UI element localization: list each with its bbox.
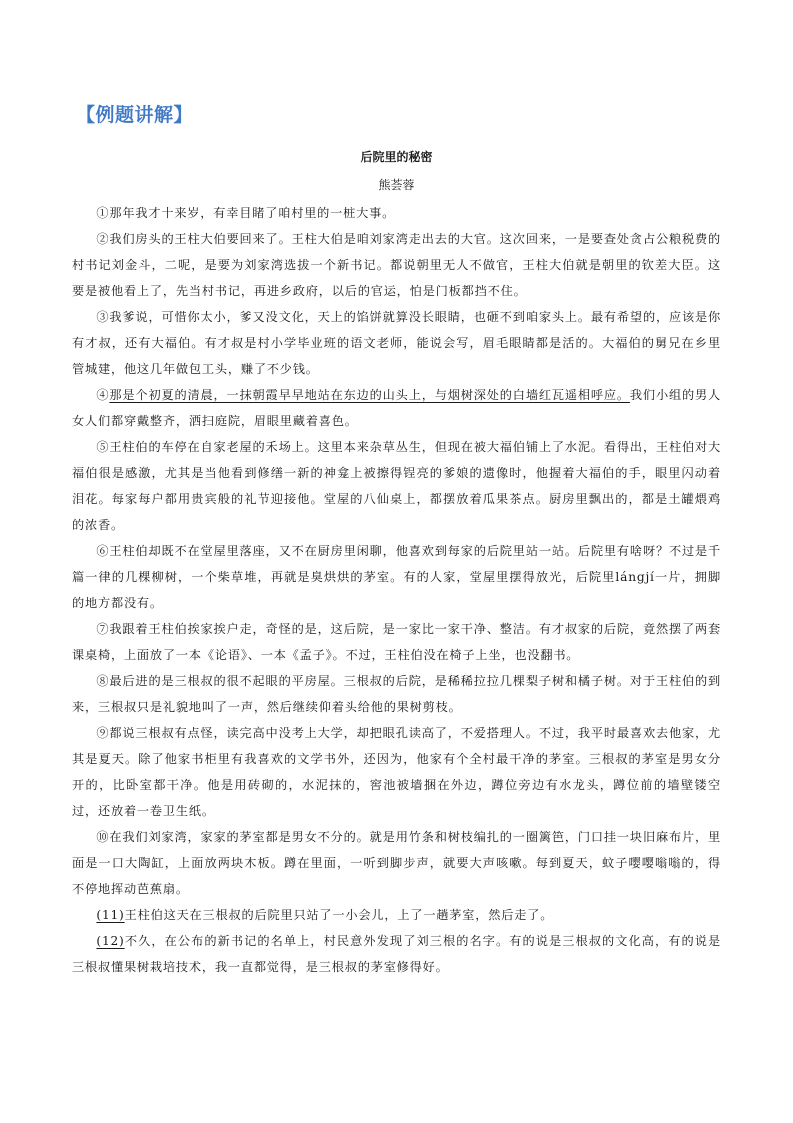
paragraph-10: ⑩在我们刘家湾，家家的茅室都是男女不分的。就是用竹条和树枝编扎的一圈篱笆，门口挂一块旧麻布片，里面是一口大陶缸，上面放两块木板。蹲在里面，一听到脚步声，就要大声咳嗽。每到夏天，蚊子嘤嘤嗡嗡的，得不停地挥动芭蕉扇。: [72, 830, 721, 896]
paragraph-4: [72, 382, 721, 434]
paragraph-8: ⑧最后进的是三根叔的很不起眼的平房屋。三根叔的后院，是稀稀拉拉几棵梨子树和橘子树。对于王柱伯的到来，三根叔只是礼貌地叫了一声，然后继续仰着头给他的果树剪枝。: [72, 674, 721, 714]
paragraph-4-rest: 我们小组的男人女人们都穿戴整齐，洒扫庭院，眉眼里藏着喜色。: [72, 388, 721, 428]
paragraph-12: [72, 928, 721, 980]
paragraph-5: ⑤王柱伯的车停在自家老屋的禾场上。这里本来杂草丛生，但现在被大福伯铺上了水泥。看得出，王柱伯对大福伯很是感激，尤其是当他看到修缮一新的神龛上被擦得锃亮的爹娘的遗像时，他握着大福伯的手，眼里闪动着泪花。每家每户都用贵宾般的礼节迎接他。堂屋的八仙桌上，都摆放着瓜果茶点。厨房里飘出的，都是土罐煨鸡的浓香。: [72, 440, 721, 532]
paragraph-11-text: 王柱伯这天在三根叔的后院里只站了一小会儿，上了一趟茅室，然后走了。: [124, 908, 554, 922]
paragraph-11: [72, 902, 721, 928]
underlined-sentence: 那是个初夏的清晨，一抹朝霞早早地站在东边的山头上，与烟树深处的白墙红瓦遥相呼应。: [109, 388, 630, 402]
section-heading: 【例题讲解】: [76, 104, 194, 126]
paragraph-1: ①那年我才十来岁，有幸目睹了咱村里的一桩大事。: [96, 206, 396, 220]
article-author: 熊荟蓉: [378, 178, 415, 192]
paragraph-4-number: ④: [96, 388, 110, 402]
paragraph-2: ②我们房头的王柱大伯要回来了。王柱大伯是咱刘家湾走出去的大官。这次回来，一是要查处贪占公粮税费的村书记刘金斗，二呢，是要为刘家湾选拔一个新书记。都说朝里无人不做官，王柱大伯就是朝里的钦差大臣。这要是被他看上了，先当村书记，再进乡政府，以后的官运，怕是门板都挡不住。: [72, 232, 721, 298]
paragraph-11-number: (11): [96, 908, 125, 922]
paragraph-7: ⑦我跟着王柱伯挨家挨户走，奇怪的是，这后院，是一家比一家干净、整洁。有才叔家的后院，竟然摆了两套课桌椅，上面放了一本《论语》、一本《孟子》。不过，王柱伯没在椅子上坐，也没翻书。: [72, 622, 721, 662]
paragraph-6: ⑥王柱伯却既不在堂屋里落座，又不在厨房里闲聊，他喜欢到每家的后院里站一站。后院里有啥呀？不过是千篇一律的几棵柳树，一个柴草堆，再就是臭烘烘的茅室。有的人家，堂屋里摆得放光，后院里lángjí一片，拥脚的地方都没有。: [72, 544, 721, 610]
paragraph-9: ⑨都说三根叔有点怪，读完高中没考上大学，却把眼孔读高了，不爱搭理人。不过，我平时最喜欢去他家，尤其是夏天。除了他家书柜里有我喜欢的文学书外，还因为，他家有个全村最干净的茅室。三根叔的茅室是男女分开的，比卧室都干净。他是用砖砌的，水泥抹的，窖池被墙捆在外边，蹲位旁边有水龙头，蹲位前的墙壁镂空过，还放着一卷卫生纸。: [72, 726, 721, 818]
paragraph-12-text: 不久，在公布的新书记的名单上，村民意外发现了刘三根的名字。有的说是三根叔的文化高，有的说是三根叔懂果树栽培技术，我一直都觉得，是三根叔的茅室修得好。: [72, 934, 721, 974]
article-body: [72, 200, 721, 980]
article-title: 后院里的秘密: [360, 150, 433, 164]
paragraph-3: ③我爹说，可惜你太小，爹又没文化，天上的馅饼就算没长眼睛，也砸不到咱家头上。最有希望的，应该是你有才叔，还有大福伯。有才叔是村小学毕业班的语文老师，能说会写，眉毛眼睛都是活的。大福伯的舅兄在乡里管城建，他这几年做包工头，赚了不少钱。: [72, 310, 721, 376]
paragraph-12-number: (12): [96, 934, 125, 948]
